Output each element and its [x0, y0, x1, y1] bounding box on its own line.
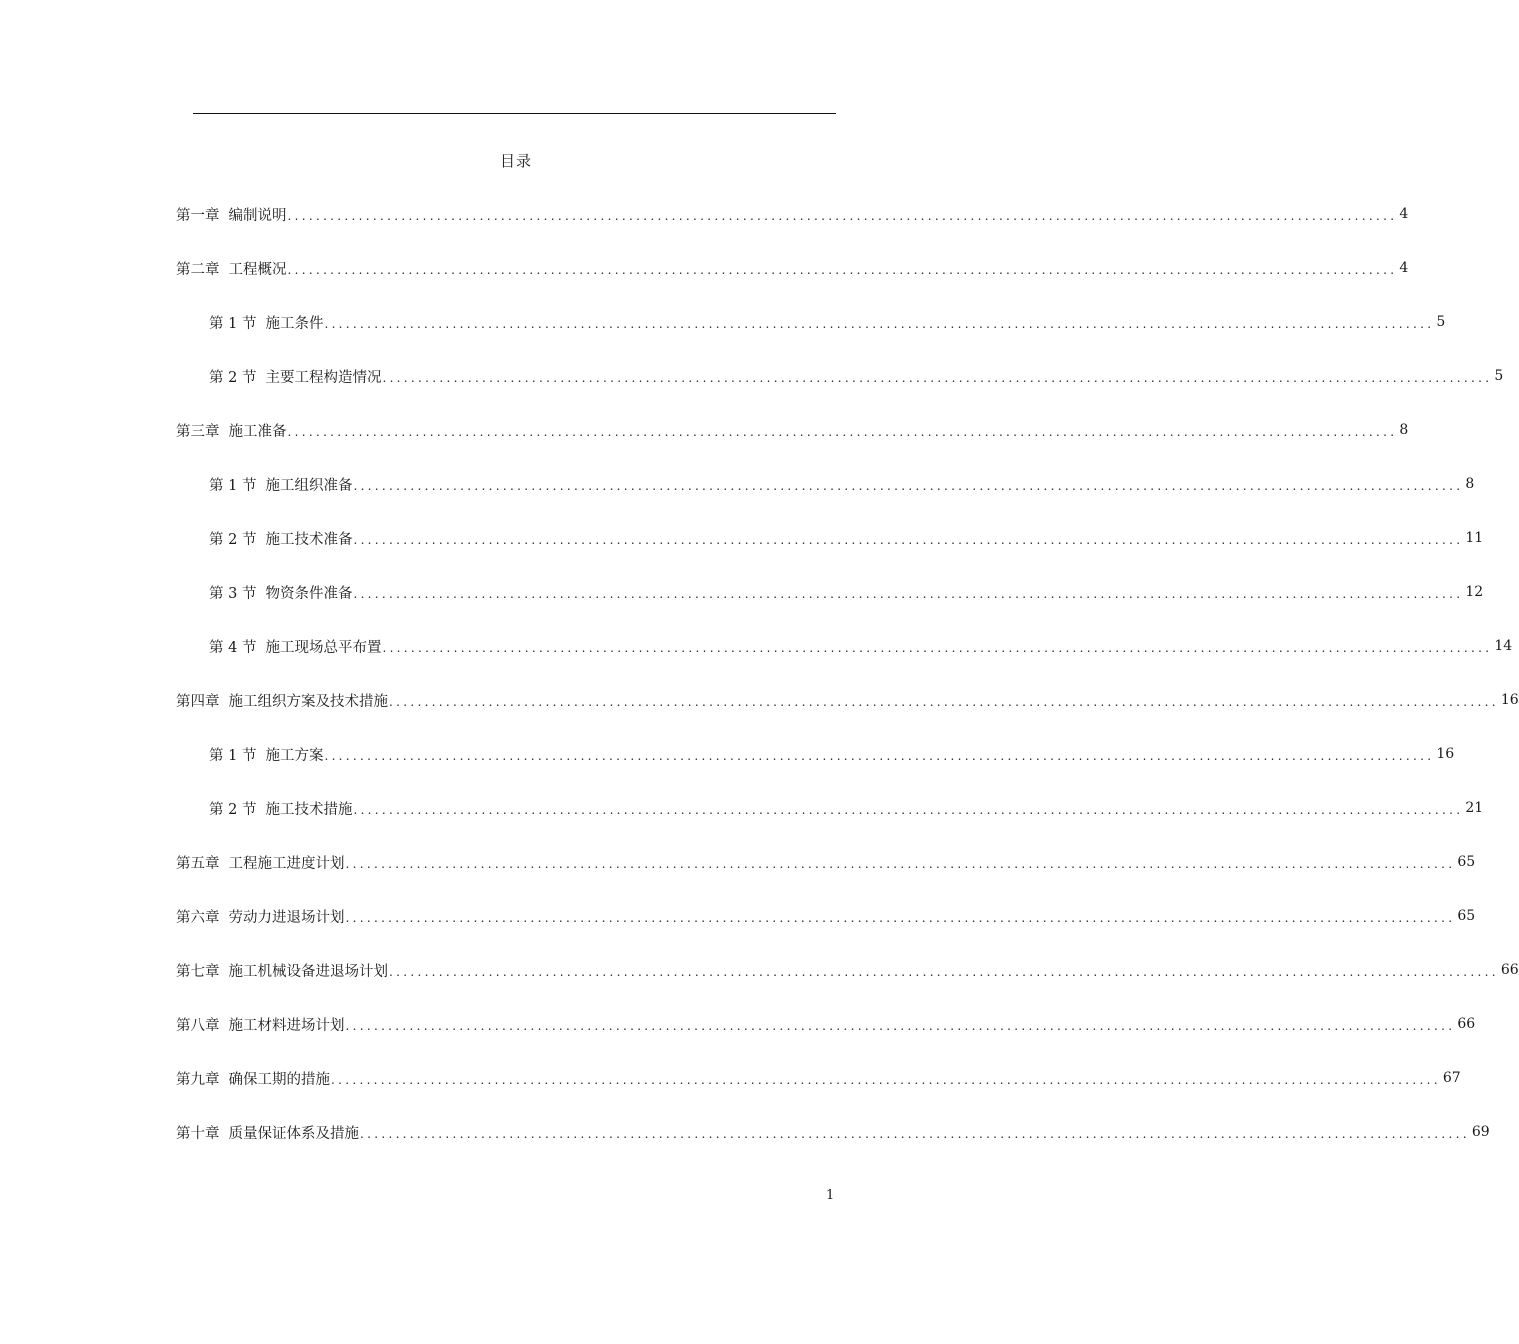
toc-entry-title: 物资条件准备: [265, 585, 353, 602]
toc-entry-page: 65: [1457, 854, 1476, 870]
toc-entry-number: 第二章: [176, 261, 220, 278]
toc-entry-page: 12: [1465, 584, 1484, 600]
dot-leader: ............................................................................................................................................................: [382, 370, 1493, 385]
toc-entry-label: [176, 1068, 331, 1089]
footer-page-number: 1: [826, 1188, 835, 1203]
dot-leader: ............................................................................................................................................................: [382, 640, 1493, 655]
toc-entry-label: [176, 852, 346, 873]
toc-entry-title: 工程概况: [228, 261, 287, 278]
toc-entry-number: 第五章: [176, 855, 220, 872]
dot-leader: ............................................................................................................................................................: [353, 532, 1464, 547]
toc-entry[interactable]: [176, 1068, 1461, 1088]
toc-entry-label: [209, 366, 382, 387]
header-rule: [193, 113, 836, 114]
toc-entry-title: 施工条件: [265, 315, 324, 332]
toc-entry-page: 69: [1471, 1124, 1490, 1140]
toc-entry-title: 施工机械设备进退场计划: [228, 963, 388, 980]
dot-leader: ............................................................................................................................................................: [345, 910, 1456, 925]
toc-entry-number: 第九章: [176, 1071, 220, 1088]
toc-entry-title: 施工方案: [265, 747, 324, 764]
toc-entry-page: 67: [1442, 1070, 1461, 1086]
dot-leader: ............................................................................................................................................................: [287, 424, 1398, 439]
toc-entry[interactable]: [176, 1014, 1476, 1034]
toc-entry[interactable]: [176, 420, 1409, 440]
toc-entry-number: 第 1 节: [209, 477, 257, 494]
toc-title: 目录: [499, 152, 532, 170]
toc-entry-page: 11: [1465, 530, 1484, 546]
toc-entry-title: 施工组织准备: [265, 477, 353, 494]
toc-entry-label: [176, 960, 389, 981]
toc-entry-number: 第 2 节: [209, 531, 257, 548]
dot-leader: ............................................................................................................................................................: [360, 1126, 1470, 1141]
toc-entry-label: [209, 528, 353, 549]
toc-entry-number: 第六章: [176, 909, 220, 926]
toc-entry-number: 第 2 节: [209, 369, 257, 386]
toc-entry[interactable]: [209, 312, 1446, 332]
toc-entry-number: 第十章: [176, 1125, 220, 1142]
dot-leader: ............................................................................................................................................................: [353, 478, 1464, 493]
toc-entry-page: 4: [1399, 206, 1409, 222]
toc-entry[interactable]: [209, 366, 1504, 386]
toc-entry-number: 第七章: [176, 963, 220, 980]
toc-entry-title: 施工现场总平布置: [265, 639, 382, 656]
toc-entry-title: 质量保证体系及措施: [228, 1125, 359, 1142]
toc-entry-page: 4: [1399, 260, 1409, 276]
dot-leader: ............................................................................................................................................................: [353, 802, 1464, 817]
toc-entry[interactable]: [176, 204, 1409, 224]
toc-entry-page: 5: [1436, 314, 1446, 330]
toc-entry-label: [176, 690, 389, 711]
toc-entry-page: 66: [1457, 1016, 1476, 1032]
toc-entry-title: 工程施工进度计划: [228, 855, 345, 872]
toc-entry-page: 8: [1465, 476, 1475, 492]
toc-entry-page: 16: [1500, 692, 1519, 708]
toc-entry-number: 第 3 节: [209, 585, 257, 602]
toc-entry-label: [209, 582, 353, 603]
toc-entry-page: 16: [1436, 746, 1455, 762]
toc-entry-number: 第 4 节: [209, 639, 257, 656]
toc-entry-label: [209, 636, 382, 657]
dot-leader: ............................................................................................................................................................: [345, 856, 1456, 871]
toc-entry-title: 施工技术准备: [265, 531, 353, 548]
dot-leader: ............................................................................................................................................................: [324, 748, 1435, 763]
dot-leader: ............................................................................................................................................................: [287, 208, 1398, 223]
toc-entry-title: 编制说明: [228, 207, 287, 224]
toc-entry-page: 8: [1399, 422, 1409, 438]
toc-entry-title: 施工准备: [228, 423, 287, 440]
toc-entry-page: 14: [1494, 638, 1513, 654]
toc-entry-page: 65: [1457, 908, 1476, 924]
toc-entry-label: [176, 420, 288, 441]
dot-leader: ............................................................................................................................................................: [389, 694, 1499, 709]
toc-entry-page: 66: [1500, 962, 1519, 978]
toc-entry[interactable]: [209, 744, 1455, 764]
dot-leader: ............................................................................................................................................................: [345, 1018, 1456, 1033]
toc-entry-title: 劳动力进退场计划: [228, 909, 345, 926]
toc-entry[interactable]: [176, 1122, 1490, 1142]
toc-entry-title: 施工组织方案及技术措施: [228, 693, 388, 710]
toc-entry-label: [176, 1014, 346, 1035]
toc-entry-label: [209, 474, 353, 495]
toc-entry[interactable]: [176, 960, 1519, 980]
toc-entry-number: 第三章: [176, 423, 220, 440]
dot-leader: ............................................................................................................................................................: [331, 1072, 1441, 1087]
toc-entry[interactable]: [209, 636, 1513, 656]
toc-entry[interactable]: [176, 258, 1409, 278]
toc-entry[interactable]: [209, 582, 1484, 602]
toc-entry-number: 第 2 节: [209, 801, 257, 818]
dot-leader: ............................................................................................................................................................: [324, 316, 1435, 331]
toc-entry[interactable]: [209, 474, 1475, 494]
toc-entry-number: 第一章: [176, 207, 220, 224]
toc-entry-number: 第八章: [176, 1017, 220, 1034]
toc-entry-label: [176, 906, 346, 927]
dot-leader: ............................................................................................................................................................: [287, 262, 1398, 277]
toc-entry-title: 施工技术措施: [265, 801, 353, 818]
toc-entry[interactable]: [176, 852, 1476, 872]
toc-entry-label: [209, 744, 324, 765]
toc-entry[interactable]: [209, 798, 1484, 818]
toc-entry-title: 确保工期的措施: [228, 1071, 330, 1088]
toc-entry-label: [176, 1122, 360, 1143]
dot-leader: ............................................................................................................................................................: [389, 964, 1499, 979]
toc-entry[interactable]: [209, 528, 1484, 548]
toc-entry-label: [209, 798, 353, 819]
toc-entry-label: [176, 204, 288, 225]
toc-entry-label: [209, 312, 324, 333]
dot-leader: ............................................................................................................................................................: [353, 586, 1464, 601]
toc-entry-number: 第四章: [176, 693, 220, 710]
toc-entry[interactable]: [176, 906, 1476, 926]
toc-entry-title: 主要工程构造情况: [265, 369, 382, 386]
toc-entry-label: [176, 258, 288, 279]
toc-entry-title: 施工材料进场计划: [228, 1017, 345, 1034]
toc-entry-page: 21: [1465, 800, 1484, 816]
toc-entry-number: 第 1 节: [209, 315, 257, 332]
toc-entry[interactable]: [176, 690, 1519, 710]
toc-entry-number: 第 1 节: [209, 747, 257, 764]
toc-entry-page: 5: [1494, 368, 1504, 384]
